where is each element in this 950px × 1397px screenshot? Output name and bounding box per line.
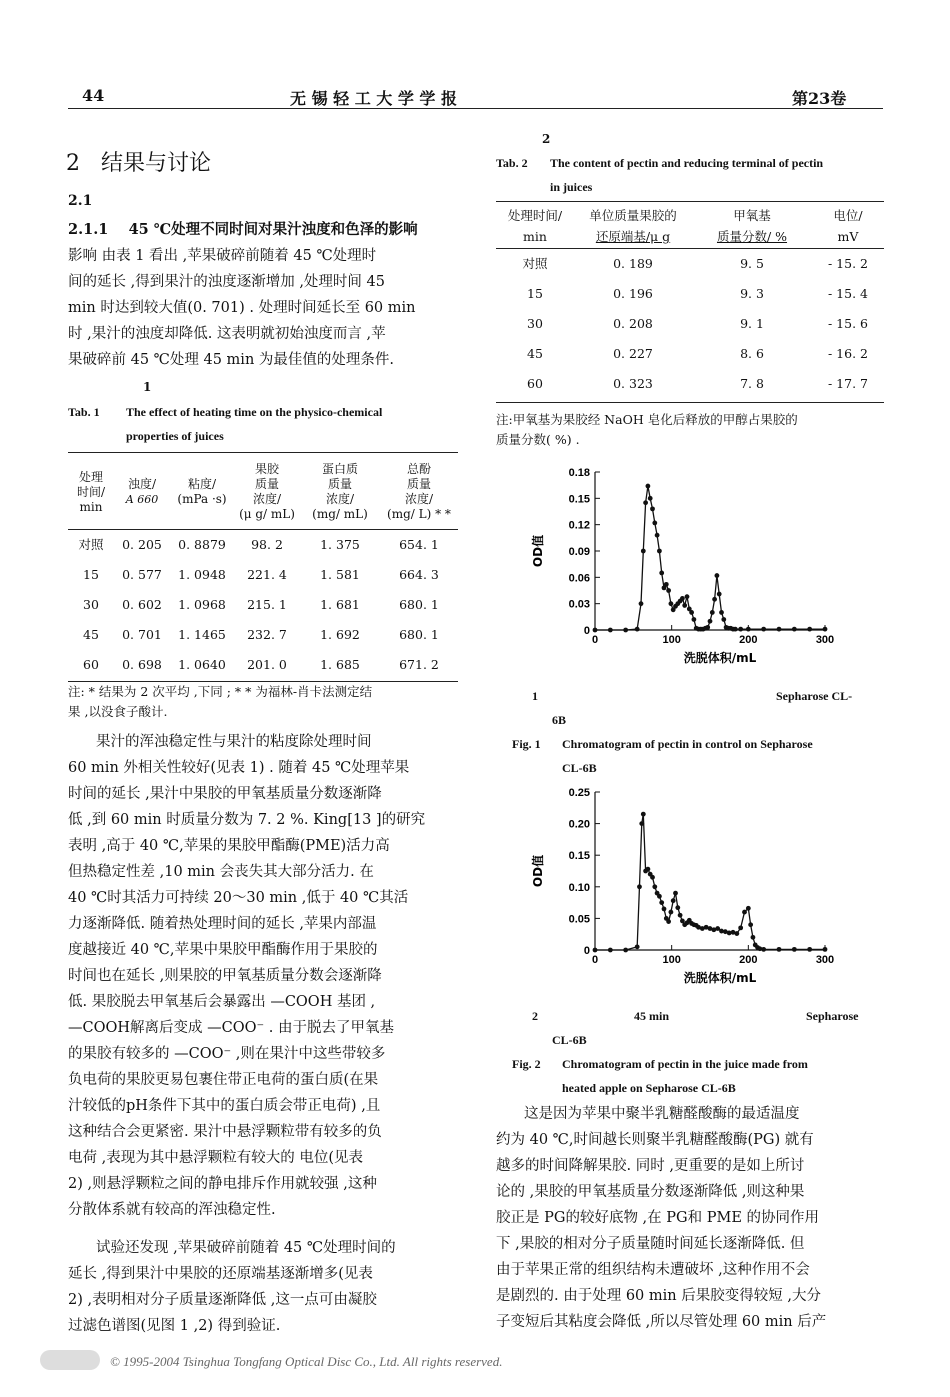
- y-tick-label: 0.05: [568, 913, 590, 926]
- table2-bottom-rule: [496, 402, 884, 403]
- text-line: 这是因为苹果中聚半乳糖醛酸酶的最适温度: [524, 1106, 800, 1122]
- text-line: 力逐渐降低. 随着热处理时间的延长 ,苹果内部温: [68, 916, 377, 932]
- table2-caption-l1: The content of pectin and reducing terminal of pectin: [550, 156, 824, 170]
- data-point: [608, 628, 613, 633]
- text-line: 这种结合会更紧密. 果汁中悬浮颗粒带有较多的负: [68, 1124, 382, 1140]
- text-line: 影响 由表 1 看出 ,苹果破碎前随着 45 ℃处理时: [68, 248, 377, 264]
- table-row: [68, 649, 458, 679]
- table2-cn-number: 2: [542, 132, 551, 146]
- header-text: (μ g/ mL): [239, 507, 295, 521]
- figure-2-cn-caption: [532, 1004, 882, 1052]
- table2-header-cell: [496, 204, 574, 248]
- text-line: 下 ,果胶的相对分子质量随时间延长逐渐降低. 但: [496, 1236, 805, 1252]
- fig1-caption-l1: Chromatogram of pectin in control on Sepharose: [562, 737, 813, 751]
- table-cell: - 15. 4: [827, 285, 868, 301]
- data-point: [678, 913, 683, 918]
- note-line: 注:甲氧基为果胶经 NaOH 皂化后释放的甲醇占果胶的: [496, 412, 798, 427]
- header-text: 粘度/: [187, 477, 217, 491]
- data-point: [675, 905, 680, 910]
- data-point: [751, 935, 756, 940]
- volume-label: 第23卷: [792, 89, 847, 108]
- data-point: [635, 627, 640, 632]
- paragraph-3: [68, 1235, 460, 1339]
- note-line: 质量分数( %) .: [496, 432, 580, 447]
- copyright-footer: © 1995-2004 Tsinghua Tongfang Optical Disc Co., Ltd. All rights reserved.: [110, 1354, 503, 1369]
- table-cell: 0. 8879: [178, 536, 226, 552]
- data-point: [705, 625, 710, 630]
- table-cell: 680. 1: [399, 626, 439, 642]
- data-point: [593, 948, 598, 953]
- table-cell: 1. 375: [320, 536, 360, 552]
- text-line: 时间的延长 ,果汁中果胶的甲氧基质量分数逐渐降: [68, 786, 382, 802]
- data-point: [664, 582, 669, 587]
- data-point: [761, 627, 766, 632]
- table-cell: 60: [83, 656, 99, 672]
- figure-2-caption: [512, 1052, 884, 1100]
- text-line: —COOH解离后变成 —COO⁻ . 由于脱去了甲氧基: [68, 1020, 394, 1036]
- table-cell: 对照: [78, 537, 104, 552]
- table-row: [68, 559, 458, 589]
- data-point: [639, 821, 644, 826]
- data-point: [777, 627, 782, 632]
- x-tick-label: 100: [662, 954, 681, 966]
- data-point: [712, 597, 717, 602]
- subsection-number: 2.1: [68, 193, 93, 209]
- table-cell: 7. 8: [740, 375, 764, 391]
- header-text: min: [523, 229, 547, 244]
- table1-header-row: [68, 455, 458, 529]
- header-text: 质量分数/ %: [716, 229, 788, 244]
- data-point: [646, 484, 651, 489]
- header-text: 蛋白质: [321, 462, 358, 476]
- text-line: 时间也在延长 ,则果胶的甲氧基质量分数会逐渐降: [68, 968, 382, 984]
- header-text: (mPa ·s): [177, 492, 227, 506]
- data-point: [733, 627, 738, 632]
- y-axis-label: OD值: [531, 854, 545, 888]
- data-point: [734, 931, 739, 936]
- note-line: 果 ,以没食子酸计.: [68, 704, 168, 719]
- table-cell: 0. 208: [613, 315, 653, 331]
- table-row: [68, 589, 458, 619]
- data-point: [657, 549, 662, 554]
- data-point: [689, 610, 694, 615]
- fig2-label: Fig. 2: [512, 1057, 541, 1071]
- data-point: [807, 627, 812, 632]
- data-point: [717, 592, 722, 597]
- y-tick-label: 0.09: [568, 546, 590, 558]
- text-line: 低. 果胶脱去甲氧基后会暴露出 —COOH 基团 ,: [68, 994, 376, 1010]
- data-point: [823, 627, 828, 632]
- y-tick-label: 0: [583, 625, 590, 637]
- header-text: 还原端基/μ g: [595, 229, 671, 244]
- subsubsection-title: 45 ℃处理不同时间对果汁浊度和色泽的影响: [128, 221, 418, 238]
- header-text: mV: [837, 229, 859, 244]
- fig2-caption-l2: heated apple on Sepharose CL-6B: [562, 1081, 736, 1095]
- header-text: 总酚: [406, 462, 431, 476]
- text-line: 分散体系就有较高的浑浊稳定性.: [68, 1202, 276, 1218]
- table2-mid-rule: [496, 248, 884, 249]
- table1-header-cell: [300, 455, 380, 529]
- table-cell: 0. 205: [122, 536, 162, 552]
- y-tick-label: 0.25: [568, 787, 590, 799]
- table1: [68, 455, 458, 679]
- figure-2-chart: [520, 780, 850, 990]
- section-title: 结果与讨论: [100, 151, 211, 176]
- table2-label: Tab. 2: [496, 156, 528, 170]
- table-cell: 0. 602: [122, 596, 162, 612]
- note-line: 注: * 结果为 2 次平均 ,下同 ; * * 为福林-肖卡法测定结: [68, 684, 373, 699]
- header-text: 时间/: [76, 484, 106, 499]
- header-text: 单位质量果胶的: [589, 208, 677, 223]
- header-text: 甲氧基: [733, 208, 771, 223]
- chart-svg: [520, 780, 850, 990]
- table2-note: [496, 410, 886, 450]
- text-line: 汁较低的pH条件下其中的蛋白质会带正电荷) ,且: [68, 1098, 381, 1114]
- table1-top-rule: [68, 452, 458, 453]
- data-point: [639, 601, 644, 606]
- data-point: [673, 891, 678, 896]
- text-line: 子变短后其粘度会降低 ,所以尽管处理 60 min 后产: [496, 1314, 827, 1330]
- data-point: [671, 898, 676, 903]
- table-cell: 30: [527, 315, 543, 331]
- fig2-caption-l1: Chromatogram of pectin in the juice made from: [562, 1057, 808, 1071]
- table-cell: 1. 1465: [178, 626, 226, 642]
- figure-1-cn-caption: [532, 684, 882, 732]
- y-axis-label: OD值: [531, 534, 545, 568]
- text-line: 由于苹果正常的组织结构未遭破坏 ,这种作用不会: [496, 1262, 810, 1278]
- text-line: 论的 ,果胶的甲氧基质量分数逐渐降低 ,则这种果: [496, 1184, 805, 1200]
- table1-note: [68, 682, 460, 722]
- table1-caption-l1: The effect of heating time on the physico-chemical: [126, 405, 383, 419]
- y-tick-label: 0: [583, 945, 590, 957]
- table2-caption: [496, 151, 886, 199]
- x-tick-label: 300: [815, 954, 835, 966]
- subsubsection-heading: [68, 217, 460, 243]
- series-line: [595, 486, 825, 630]
- header-text: 浓度/: [325, 492, 355, 506]
- table-cell: 98. 2: [251, 536, 283, 552]
- data-point: [710, 610, 715, 615]
- data-point: [637, 884, 642, 889]
- text-line: 60 min 外相关性较好(见表 1) . 随着 45 ℃处理苹果: [68, 760, 410, 776]
- data-point: [648, 496, 653, 501]
- table-row: [496, 308, 884, 338]
- table2-header-row: [496, 204, 884, 248]
- table-cell: 45: [527, 345, 543, 361]
- section-heading: [66, 146, 211, 177]
- data-point: [777, 947, 782, 952]
- text-line: 是剧烈的. 由于处理 60 min 后果胶变得较短 ,大分: [496, 1288, 821, 1304]
- table2-header-cell: [574, 204, 692, 248]
- data-point: [680, 596, 685, 601]
- table-row: [496, 368, 884, 398]
- fig1-cn-num: 1: [532, 689, 538, 703]
- header-text: (mg/ L) * *: [387, 507, 451, 521]
- text-line: 表明 ,高于 40 ℃,苹果的果胶甲酯酶(PME)活力高: [68, 838, 390, 854]
- header-text: 质量: [327, 477, 352, 491]
- data-point: [662, 907, 667, 912]
- data-point: [652, 521, 657, 526]
- y-tick-label: 0.15: [568, 493, 590, 506]
- table-cell: 1. 692: [320, 626, 360, 642]
- x-tick-label: 200: [739, 954, 758, 966]
- data-point: [623, 628, 628, 633]
- text-line: 越多的时间降解果胶. 同时 ,更重要的是如上所讨: [496, 1158, 805, 1174]
- table-cell: 232. 7: [247, 626, 287, 642]
- text-line: 延长 ,得到果汁中果胶的还原端基逐渐增多(见表: [68, 1266, 373, 1282]
- data-point: [669, 910, 674, 915]
- text-line: 约为 40 ℃,时间越长则聚半乳糖醛酸酶(PG) 就有: [496, 1132, 814, 1148]
- table-cell: 215. 1: [247, 596, 287, 612]
- text-line: min 时达到较大值(0. 701) . 处理时间延长至 60 min: [68, 300, 416, 316]
- data-point: [738, 627, 743, 632]
- table-cell: 60: [527, 375, 543, 391]
- table-cell: 9. 5: [740, 255, 764, 271]
- table-cell: 1. 0640: [178, 656, 226, 672]
- x-tick-label: 200: [739, 634, 758, 646]
- table1-header-cell: [68, 455, 114, 529]
- header-text: 处理时间/: [507, 208, 563, 223]
- paragraph-1: [68, 243, 460, 373]
- fig1-label: Fig. 1: [512, 737, 541, 751]
- table-cell: 1. 685: [320, 656, 360, 672]
- y-tick-label: 0.12: [568, 519, 590, 532]
- data-point: [608, 948, 613, 953]
- y-tick-label: 0.18: [568, 467, 590, 479]
- table1-header-cell: [114, 455, 170, 529]
- header-text: 浓度/: [252, 492, 282, 506]
- table-cell: 0. 323: [613, 375, 653, 391]
- figure-1-caption: [512, 732, 884, 780]
- data-point: [655, 533, 660, 538]
- data-point: [715, 573, 720, 578]
- table-cell: 8. 6: [740, 345, 764, 361]
- y-tick-label: 0.03: [568, 598, 590, 611]
- data-point: [646, 867, 651, 872]
- table-cell: - 15. 2: [827, 255, 868, 271]
- publisher-logo: [40, 1350, 100, 1370]
- text-line: 果破碎前 45 ℃处理 45 min 为最佳值的处理条件.: [68, 352, 395, 368]
- fig2-cn-tail: CL-6B: [552, 1033, 587, 1047]
- table-cell: 680. 1: [399, 596, 439, 612]
- data-point: [593, 628, 598, 633]
- data-point: [738, 925, 743, 930]
- table-cell: 671. 2: [399, 656, 439, 672]
- paragraph-right: [496, 1101, 886, 1335]
- text-line: 负电荷的果胶更易包裹住带正电荷的蛋白质(在果: [68, 1072, 379, 1088]
- table-row: [496, 278, 884, 308]
- table-cell: 15: [527, 285, 543, 301]
- table-cell: 0. 701: [122, 626, 162, 642]
- table1-header-cell: [170, 455, 234, 529]
- table-cell: 0. 196: [613, 285, 653, 301]
- text-line: 时 ,果汁的浊度却降低. 这表明就初始浊度而言 ,苹: [68, 326, 386, 342]
- data-point: [742, 910, 747, 915]
- text-line: 果汁的浑浊稳定性与果汁的粘度除处理时间: [96, 734, 372, 750]
- data-point: [682, 603, 687, 608]
- fig1-caption-l2: CL-6B: [562, 761, 597, 775]
- x-axis-label: 洗脱体积/mL: [683, 651, 757, 665]
- y-tick-label: 0.15: [568, 850, 590, 863]
- table-cell: - 17. 7: [827, 375, 868, 391]
- table-cell: 15: [83, 566, 99, 582]
- table-cell: 对照: [522, 256, 548, 271]
- page-number: 44: [82, 86, 105, 105]
- data-point: [643, 500, 648, 505]
- data-point: [792, 947, 797, 952]
- table1-caption: [68, 400, 460, 448]
- table-cell: 1. 581: [320, 566, 360, 582]
- header-text: 处理: [78, 469, 103, 484]
- table2-top-rule: [496, 201, 884, 202]
- text-line: 电荷 ,表现为其中悬浮颗粒有较大的 电位(见表: [68, 1150, 363, 1166]
- fig2-cn-num: 2: [532, 1009, 538, 1023]
- table-cell: 201. 0: [247, 656, 287, 672]
- text-line: 试验还发现 ,苹果破碎前随着 45 ℃处理时间的: [96, 1240, 396, 1256]
- table-cell: 221. 4: [247, 566, 287, 582]
- table1-label: Tab. 1: [68, 405, 100, 419]
- text-line: 低 ,到 60 min 时质量分数为 7. 2 %. King[13 ]的研究: [68, 812, 426, 828]
- data-point: [659, 571, 664, 576]
- table-cell: - 15. 6: [827, 315, 868, 331]
- text-line: 胶正是 PG的较好底物 ,在 PG和 PME 的协同作用: [496, 1210, 820, 1226]
- table2-header-cell: [812, 204, 884, 248]
- data-point: [623, 948, 628, 953]
- text-line: 2) ,则悬浮颗粒之间的静电排斥作用就较强 ,这种: [68, 1176, 377, 1192]
- data-point: [650, 875, 655, 880]
- data-point: [721, 617, 726, 622]
- table1-header-cell: [380, 455, 458, 529]
- fig1-cn-tail: 6B: [552, 713, 567, 727]
- header-rule: [68, 108, 883, 109]
- text-line: 2) ,表明相对分子质量逐渐降低 ,这一点可由凝胶: [68, 1292, 377, 1308]
- x-tick-label: 0: [591, 954, 599, 966]
- header-text: 浓度/: [404, 492, 434, 506]
- x-tick-label: 300: [815, 634, 835, 646]
- data-point: [635, 944, 640, 949]
- text-line: 40 ℃时其活力可持续 20～30 min ,低于 40 ℃其活: [68, 890, 409, 906]
- table-cell: 0. 227: [613, 345, 653, 361]
- data-point: [666, 588, 671, 593]
- text-line: 过滤色谱图(见图 1 ,2) 得到验证.: [68, 1318, 281, 1334]
- table-row: [496, 338, 884, 368]
- table1-cn-number: 1: [143, 380, 152, 394]
- data-point: [761, 947, 766, 952]
- figure-1-chart: [520, 460, 850, 670]
- header-text: 质量: [254, 477, 279, 491]
- table-cell: 30: [83, 596, 99, 612]
- table-row: [496, 248, 884, 278]
- header-text: 质量: [406, 477, 431, 491]
- data-point: [719, 610, 724, 615]
- subsubsection-number: 2.1.1: [68, 221, 109, 238]
- fig1-cn-word: Sepharose CL-: [776, 689, 853, 703]
- data-point: [650, 506, 655, 511]
- data-point: [659, 900, 664, 905]
- table-cell: 0. 577: [122, 566, 162, 582]
- table2-header-cell: [692, 204, 812, 248]
- table-cell: 664. 3: [399, 566, 439, 582]
- data-point: [792, 627, 797, 632]
- x-tick-label: 100: [662, 634, 681, 646]
- table1-header-cell: [234, 455, 300, 529]
- table-cell: 1. 681: [320, 596, 360, 612]
- table-cell: 0. 698: [122, 656, 162, 672]
- data-point: [807, 947, 812, 952]
- header-text: 浊度/: [127, 477, 157, 491]
- data-point: [685, 594, 690, 599]
- fig2-cn-mid: 45 min: [634, 1009, 670, 1023]
- x-tick-label: 0: [591, 634, 599, 646]
- chart-svg: [520, 460, 850, 670]
- data-point: [746, 627, 751, 632]
- header-text: min: [79, 499, 103, 514]
- journal-title: 无 锡 轻 工 大 学 学 报: [290, 89, 457, 108]
- header-text: (mg/ mL): [312, 507, 368, 521]
- table-cell: - 16. 2: [827, 345, 868, 361]
- table-row: [68, 529, 458, 559]
- data-point: [669, 601, 674, 606]
- data-point: [748, 922, 753, 927]
- header-text: A 660: [125, 493, 159, 506]
- header-text: 电位/: [833, 208, 863, 223]
- data-point: [641, 812, 646, 817]
- table-cell: 0. 189: [613, 255, 653, 271]
- table2-caption-l2: in juices: [550, 180, 593, 194]
- text-line: 的果胶有较多的 —COO⁻ ,则在果汁中这些带较多: [68, 1046, 386, 1062]
- data-point: [641, 549, 646, 554]
- y-tick-label: 0.06: [568, 572, 590, 585]
- table-cell: 45: [83, 626, 99, 642]
- table-cell: 9. 1: [740, 315, 764, 331]
- text-line: 度越接近 40 ℃,苹果中果胶甲酯酶作用于果胶的: [68, 942, 378, 958]
- table1-mid-rule: [68, 529, 458, 530]
- data-point: [666, 919, 671, 924]
- text-line: 间的延长 ,得到果汁的浊度逐渐增加 ,处理时间 45: [68, 274, 385, 290]
- data-point: [692, 617, 697, 622]
- fig2-cn-word: Sepharose: [806, 1009, 859, 1023]
- data-point: [657, 894, 662, 899]
- table-cell: 9. 3: [740, 285, 764, 301]
- y-tick-label: 0.10: [568, 881, 590, 894]
- text-line: 但热稳定性差 ,10 min 会丧失其大部分活力. 在: [68, 864, 374, 880]
- table-cell: 1. 0948: [178, 566, 226, 582]
- data-point: [652, 884, 657, 889]
- x-axis-label: 洗脱体积/mL: [683, 971, 757, 985]
- data-point: [708, 619, 713, 624]
- paragraph-2: [68, 729, 460, 1223]
- table1-caption-l2: properties of juices: [126, 429, 224, 443]
- data-point: [823, 947, 828, 952]
- section-number: 2: [66, 151, 80, 176]
- header-text: 果胶: [254, 462, 279, 476]
- table-row: [68, 619, 458, 649]
- data-point: [746, 906, 751, 911]
- table-cell: 654. 1: [399, 536, 439, 552]
- table2: [496, 204, 884, 398]
- y-tick-label: 0.20: [568, 818, 590, 831]
- table-cell: 1. 0968: [178, 596, 226, 612]
